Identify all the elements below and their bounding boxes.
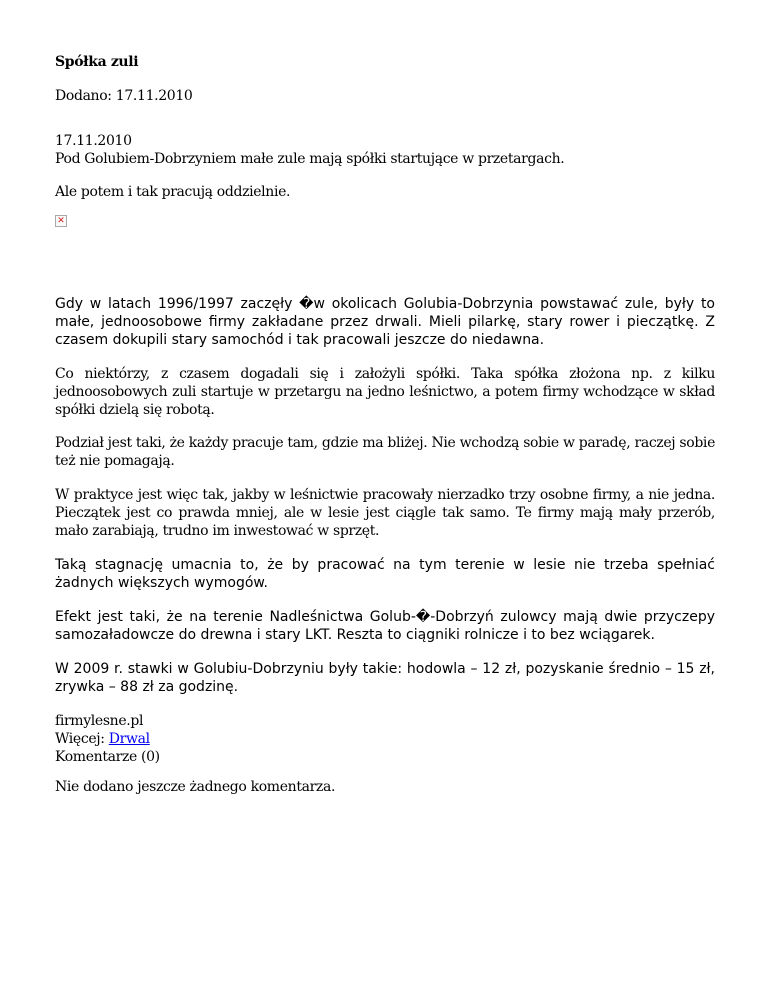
broken-image-icon: ✕ [55,215,67,227]
paragraph: W 2009 r. stawki w Golubiu-Dobrzyniu były takie: hodowla – 12 zł, pozyskanie średnio – 15 zł, zrywka – 88 zł za godzinę. [55,661,715,695]
paragraph: Efekt jest taki, że na terenie Nadleśnictwa Golub-�-Dobrzyń zulowcy mają dwie przyczepy samozaładowcze do drewna i stary LKT. Reszta to ciągniki rolnicze i to bez wciągarek. [55,609,715,643]
paragraph: W praktyce jest więc tak, jakby w leśnictwie pracowały nierzadko trzy osobne firmy, a nie jedna. Pieczątek jest co prawda mniej, ale w lesie jest ciągle tak samo. Te firmy mają mały przerób, mało zarabiają, trudno im inwestować w sprzęt. [55,487,715,539]
source-text: firmylesne.pl [55,713,144,729]
paragraph: Podział jest taki, że każdy pracuje tam, gdzie ma bliżej. Nie wchodzą sobie w paradę, raczej sobie też nie pomagają. [55,435,715,469]
more-label: Więcej: [55,731,105,747]
paragraph: Co niektórzy, z czasem dogadali się i założyli spółki. Taka spółka złożona np. z kilku jednoosobowych zuli startuje w przetargu na jedno leśnictwo, a potem firmy wchodzące w skład spółki dzielą się robotą. [55,366,715,418]
lead-text-2: Ale potem i tak pracują oddzielnie. [55,184,291,200]
paragraph: Taką stagnację umacnia to, że by pracować na tym terenie w lesie nie trzeba spełniać żadnych większych wymogów. [55,557,715,591]
lead-text: Pod Golubiem-Dobrzyniem małe zule mają spółki startujące w przetargach. [55,151,565,167]
added-date: 17.11.2010 [115,88,193,104]
added-line [55,87,192,105]
added-label: Dodano: [55,88,112,104]
article-footer [55,712,160,766]
lead-block [55,132,564,168]
no-comments-message: Nie dodano jeszcze żadnego komentarza. [55,779,336,795]
comments-count: Komentarze (0) [55,749,160,765]
category-link[interactable]: Drwal [108,731,150,747]
date-line: 17.11.2010 [55,133,132,149]
article-title: Spółka zuli [55,54,139,70]
paragraph: Gdy w latach 1996/1997 zaczęły �w okolicach Golubia-Dobrzynia powstawać zule, były to małe, jednoosobowe firmy zakładane przez drwali. Mieli pilarkę, stary rower i pieczątkę. Z czasem dokupili stary samochód i tak pracowali jeszcze do niedawna. [55,296,715,348]
